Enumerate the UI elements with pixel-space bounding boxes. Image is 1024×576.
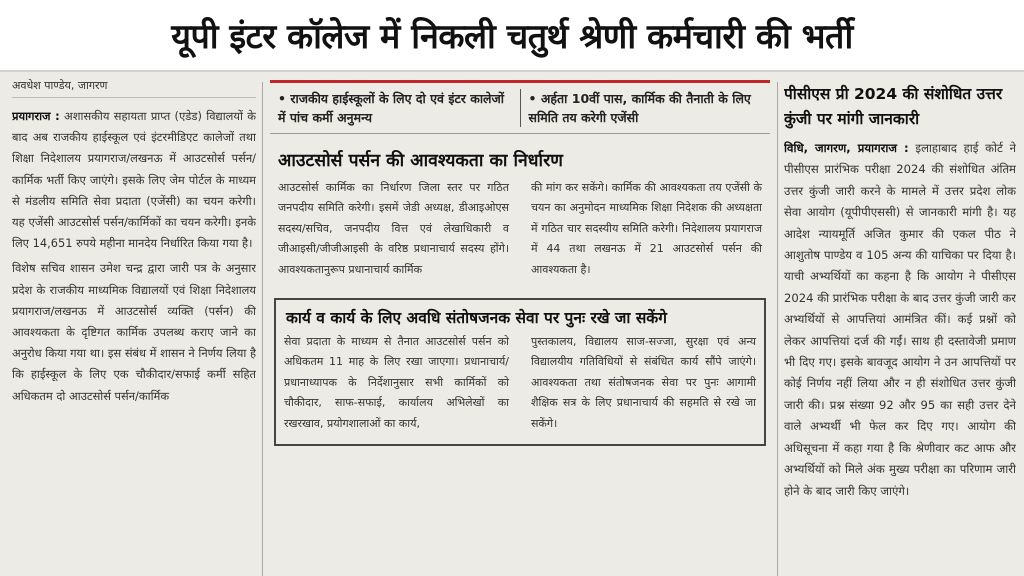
headline-bar [0, 0, 1024, 72]
left-paragraph-1 [12, 106, 256, 254]
right-paragraph-text: इलाहाबाद हाई कोर्ट ने पीसीएस प्रारंभिक परीक्षा 2024 की संशोधित अंतिम उत्तर कुंजी जारी करने के मामले में उत्तर प्रदेश लोक सेवा आयोग (यूपीपीएससी) से जानकारी मांगी है। यह आदेश न्यायमूर्ति अजित कुमार की एकल पीठ ने आशुतोष पाण्डेय व 105 अन्य की याचिका पर दिया है। याची अभ्यर्थियों का कहना है कि आयोग ने पीसीएस 2024 की प्रारंभिक परीक्षा के बाद उत्तर कुंजी जारी कर अभ्यर्थियों से आपत्तियां आमंत्रित कीं। कई प्रश्नों को लेकर आपत्तियां दर्ज की गईं। साथ ही दस्तावेजी प्रमाण भी दिए गए। इसके बावजूद आयोग ने उन आपत्तियों पर कोई निर्णय नहीं लिया और न ही संशोधित उत्तर कुंजी जारी की। प्रश्न संख्या 92 और 95 का सही उत्तर देने वाले अभ्यर्थी भी फेल कर दिए गए। आयोग की अधिसूचना में कहा गया है कि श्रेणीवार कट आफ और अभ्यर्थियों को मिले अंक मुख्य परीक्षा का परिणाम जारी होने के बाद जारी किए जाएंगे। [784, 141, 1016, 498]
highlights [270, 89, 770, 134]
right-headline: पीसीएस प्री 2024 की संशोधित उत्तर कुंजी पर मांगी जानकारी [784, 85, 1003, 128]
right-column [784, 78, 1016, 576]
section-1-col-2: की मांग कर सकेंगे। कार्मिक की आवश्यकता तय एजेंसी के चयन का अनुमोदन माध्यमिक शिक्षा निदेशक की अध्यक्षता में गठित चार सदस्यीय समिति करेगी। निदेशालय प्रयागराज में 44 तथा लखनऊ में 21 आउटसोर्स पर्सन की आवश्यकता है। [531, 181, 762, 276]
section-2-col-1: सेवा प्रदाता के माध्यम से तैनात आउटसोर्स पर्सन को अधिकतम 11 माह के लिए रखा जाएगा। प्रधानाचार्य/प्रधानाध्यापक के निर्देशानुसार सभी कार्मिकों को चौकीदार, साफ-सफाई, कार्यालय अभिलेखों का रखरखाव, प्रयोगशालाओं का कार्य, [284, 335, 509, 430]
right-dateline: विधि, जागरण, प्रयागराज : [784, 141, 909, 155]
left-column [12, 78, 256, 576]
main-headline: यूपी इंटर कॉलेज में निकली चतुर्थ श्रेणी कर्मचारी की भर्ती [171, 17, 853, 57]
section-2-col-2: पुस्तकालय, विद्यालय साज-सज्जा, सुरक्षा एवं अन्य विद्यालयीय गतिविधियों से संबंधित कार्य सौंपे जाएंगे। आवश्यकता तथा संतोषजनक सेवा पर पुनः आगामी शैक्षिक सत्र के लिए प्रधानाचार्य की सहमति से रखे जा सकेंगे। [531, 335, 756, 430]
left-paragraph-2: विशेष सचिव शासन उमेश चन्द्र द्वारा जारी पत्र के अनुसार प्रदेश के राजकीय माध्यमिक विद्यालयों एवं शिक्षा निदेशालय प्रयागराज/लखनऊ में आउटसोर्स व्यक्ति (पर्सन) की आवश्यकता के दृष्टिगत कार्मिक उपलब्ध कराए जाने का अनुरोध किया गया था। इस संबंध में शासन ने निर्णय लिया है कि हाईस्कूल के लिए एक चौकीदार/सफाई कर्मी सहित अधिकतम दो आउटसोर्स पर्सन/कार्मिक [12, 261, 256, 403]
highlight-1: • राजकीय हाईस्कूलों के लिए दो एवं इंटर कालेजों में पांच कर्मी अनुमन्य [278, 91, 505, 125]
section-2-box [274, 298, 766, 446]
section-1-body [270, 178, 770, 284]
highlight-2: • अर्हता 10वीं पास, कार्मिक की तैनाती के लिए समिति तय करेगी एजेंसी [528, 91, 751, 125]
right-paragraph [784, 138, 1016, 502]
dateline: प्रयागराज : [12, 109, 60, 123]
section-2-heading: कार्य व कार्य के लिए अवधि संतोषजनक सेवा पर पुनः रखे जा सकेंगे [286, 309, 667, 328]
left-paragraph-1-text: अशासकीय सहायता प्राप्त (एडेड) विद्यालयों के बाद अब राजकीय हाईस्कूल एवं इंटरमीडिएट कालेजों तथा शिक्षा निदेशालय प्रयागराज/लखनऊ में आउटसोर्स पर्सन/कार्मिक भर्ती किए जाएंगे। इसके लिए जेम पोर्टल के माध्यम से मंडलीय समिति सेवा प्रदाता (एजेंसी) का चयन करेगी। यह एजेंसी आउटसोर्स पर्सन/कार्मिकों का चयन करेगी। इनके लिए 14,651 रुपये महीना मानदेय निर्धारित किया गया है। [12, 109, 256, 251]
column-divider-left [262, 82, 263, 576]
byline: अवधेश पाण्डेय, जागरण [12, 78, 256, 98]
middle-column [270, 78, 770, 576]
column-divider-right [777, 82, 778, 576]
section-1-heading: आउटसोर्स पर्सन की आवश्यकता का निर्धारण [278, 151, 563, 171]
red-divider [270, 80, 770, 83]
section-2-body [276, 332, 764, 438]
section-1-col-1: आउटसोर्स कार्मिक का निर्धारण जिला स्तर पर गठित जनपदीय समिति करेगी। इसमें जेडी अध्यक्ष, डीआइओएस सदस्य/सचिव, जनपदीय वित्त एवं लेखाधिकारी व जीआइसी/जीजीआइसी के वरिष्ठ प्रधानाचार्य सदस्य होंगे। आवश्यकतानुरूप प्रधानाचार्य कार्मिक [278, 181, 509, 276]
